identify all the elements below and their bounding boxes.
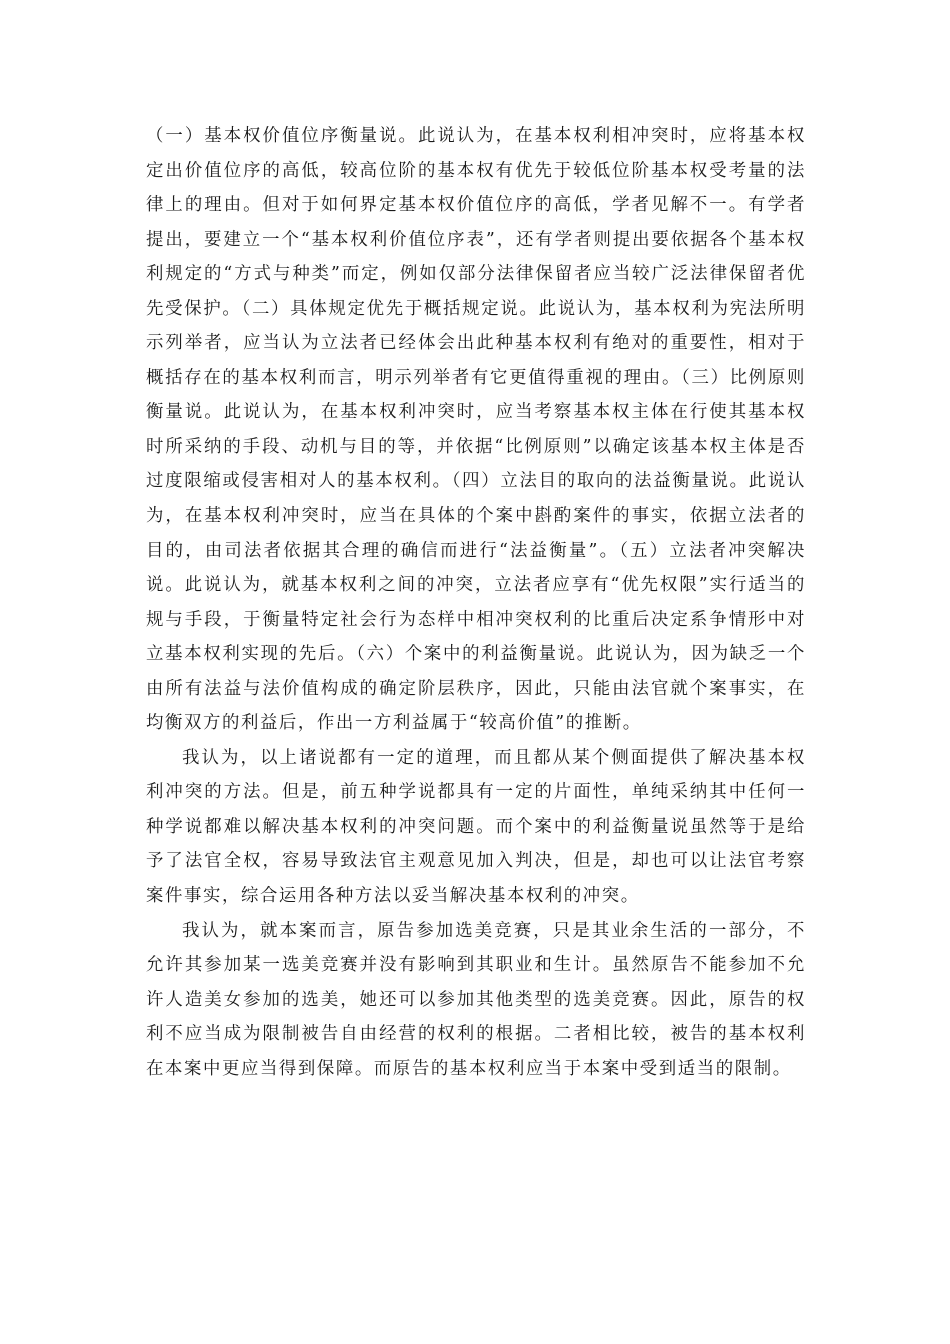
paragraph-conclusion: 我认为，就本案而言，原告参加选美竞赛，只是其业余生活的一部分，不允许其参加某一选美竞赛并没有影响到其职业和生计。虽然原告不能参加不允许人造美女参加的选美，她还可以参加其他类型的选美竞赛。因此，原告的权利不应当成为限制被告自由经营的权利的根据。二者相比较，被告的基本权利在本案中更应当得到保障。而原告的基本权利应当于本案中受到适当的限制。: [146, 920, 806, 1079]
paragraph-evaluation: 我认为，以上诸说都有一定的道理，而且都从某个侧面提供了解决基本权利冲突的方法。但是，前五种学说都具有一定的片面性，单纯采纳其中任何一种学说都难以解决基本权利的冲突问题。而个案中的利益衡量说虽然等于是给予了法官全权，容易导致法官主观意见加入判决，但是，却也可以让法官考察案件事实，综合运用各种方法以妥当解决基本权利的冲突。: [146, 747, 806, 907]
body-text: [146, 119, 806, 1086]
paragraph-theories: （一）基本权价值位序衡量说。此说认为，在基本权利相冲突时，应将基本权定出价值位序的高低，较高位阶的基本权有优先于较低位阶基本权受考量的法律上的理由。但对于如何界定基本权价值位序的高低，学者见解不一。有学者提出，要建立一个“基本权利价值位序表”，还有学者则提出要依据各个基本权利规定的“方式与种类”而定，例如仅部分法律保留者应当较广泛法律保留者优先受保护。（二）具体规定优先于概括规定说。此说认为，基本权利为宪法所明示列举者，应当认为立法者已经体会出此种基本权利有绝对的重要性，相对于概括存在的基本权利而言，明示列举者有它更值得重视的理由。（三）比例原则衡量说。此说认为，在基本权利冲突时，应当考察基本权主体在行使其基本权时所采纳的手段、动机与目的等，并依据“比例原则”以确定该基本权主体是否过度限缩或侵害相对人的基本权利。（四）立法目的取向的法益衡量说。此说认为，在基本权利冲突时，应当在具体的个案中斟酌案件的事实，依据立法者的目的，由司法者依据其合理的确信而进行“法益衡量”。（五）立法者冲突解决说。此说认为，就基本权利之间的冲突，立法者应享有“优先权限”实行适当的规与手段，于衡量特定社会行为态样中相冲突权利的比重后决定系争情形中对立基本权利实现的先后。（六）个案中的利益衡量说。此说认为，因为缺乏一个由所有法益与法价值构成的确定阶层秩序，因此，只能由法官就个案事实，在均衡双方的利益后，作出一方利益属于“较高价值”的推断。: [146, 126, 806, 734]
